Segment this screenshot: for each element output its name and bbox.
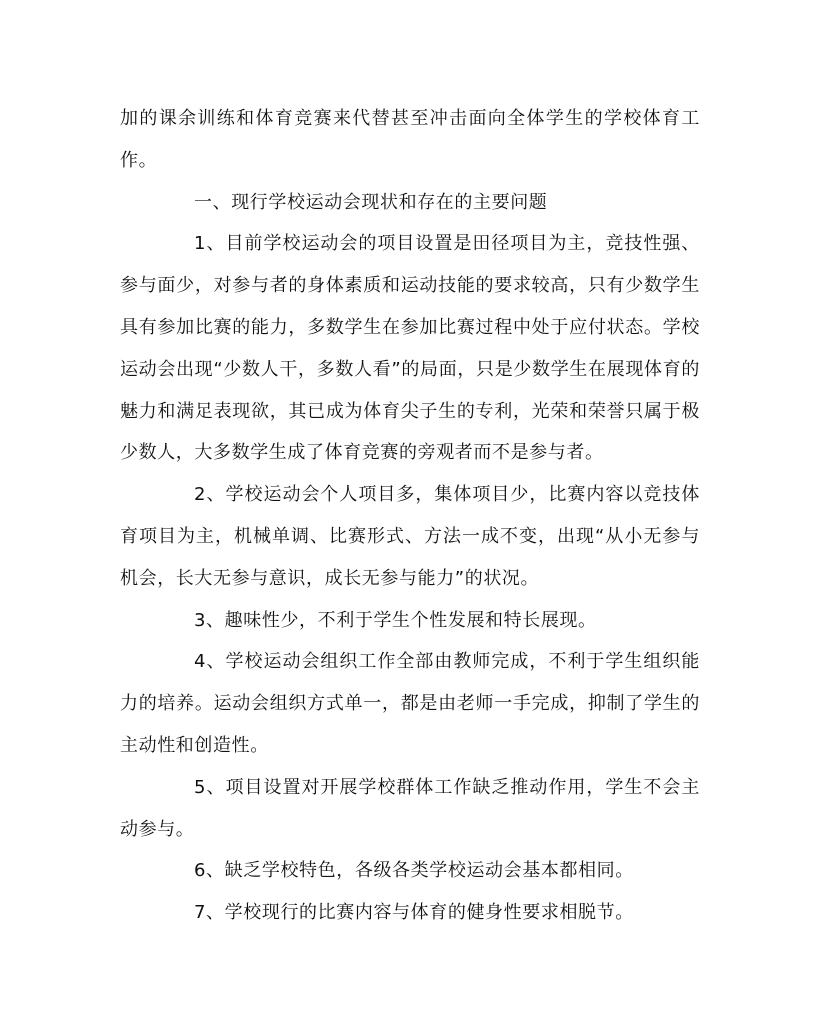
- paragraph-item-2: 2、学校运动会个人项目多，集体项目少，比赛内容以竞技体育项目为主，机械单调、比赛形式、方法一成不变，出现“从小无参与机会，长大无参与意识，成长无参与能力”的状况。: [120, 484, 700, 589]
- paragraph-item-3: 3、趣味性少，不利于学生个性发展和特长展现。: [194, 609, 597, 631]
- paragraph-item-5: 5、项目设置对开展学校群体工作缺乏推动作用，学生不会主动参与。: [120, 776, 700, 840]
- paragraph-continuation: 加的课余训练和体育竞赛来代替甚至冲击面向全体学生的学校体育工作。: [120, 108, 700, 171]
- paragraph-item-6: 6、缺乏学校特色，各级各类学校运动会基本都相同。: [194, 860, 634, 882]
- paragraph-item-1: 1、目前学校运动会的项目设置是田径项目为主，竞技性强、参与面少，对参与者的身体素质和运动技能的要求较高，只有少数学生具有参加比赛的能力，多数学生在参加比赛过程中处于应付状态。学校运动会出现“少数人干，多数人看”的局面，只是少数学生在展现体育的魅力和满足表现欲，其已成为体育尖子生的专利，光荣和荣誉只属于极少数人，大多数学生成了体育竞赛的旁观者而不是参与者。: [120, 233, 700, 464]
- document-body: [120, 98, 700, 934]
- paragraph-item-4: 4、学校运动会组织工作全部由教师完成，不利于学生组织能力的培养。运动会组织方式单一，都是由老师一手完成，抑制了学生的主动性和创造性。: [120, 651, 700, 756]
- paragraph-item-7: 7、学校现行的比赛内容与体育的健身性要求相脱节。: [194, 902, 634, 924]
- section-heading: 一、现行学校运动会现状和存在的主要问题: [194, 191, 548, 213]
